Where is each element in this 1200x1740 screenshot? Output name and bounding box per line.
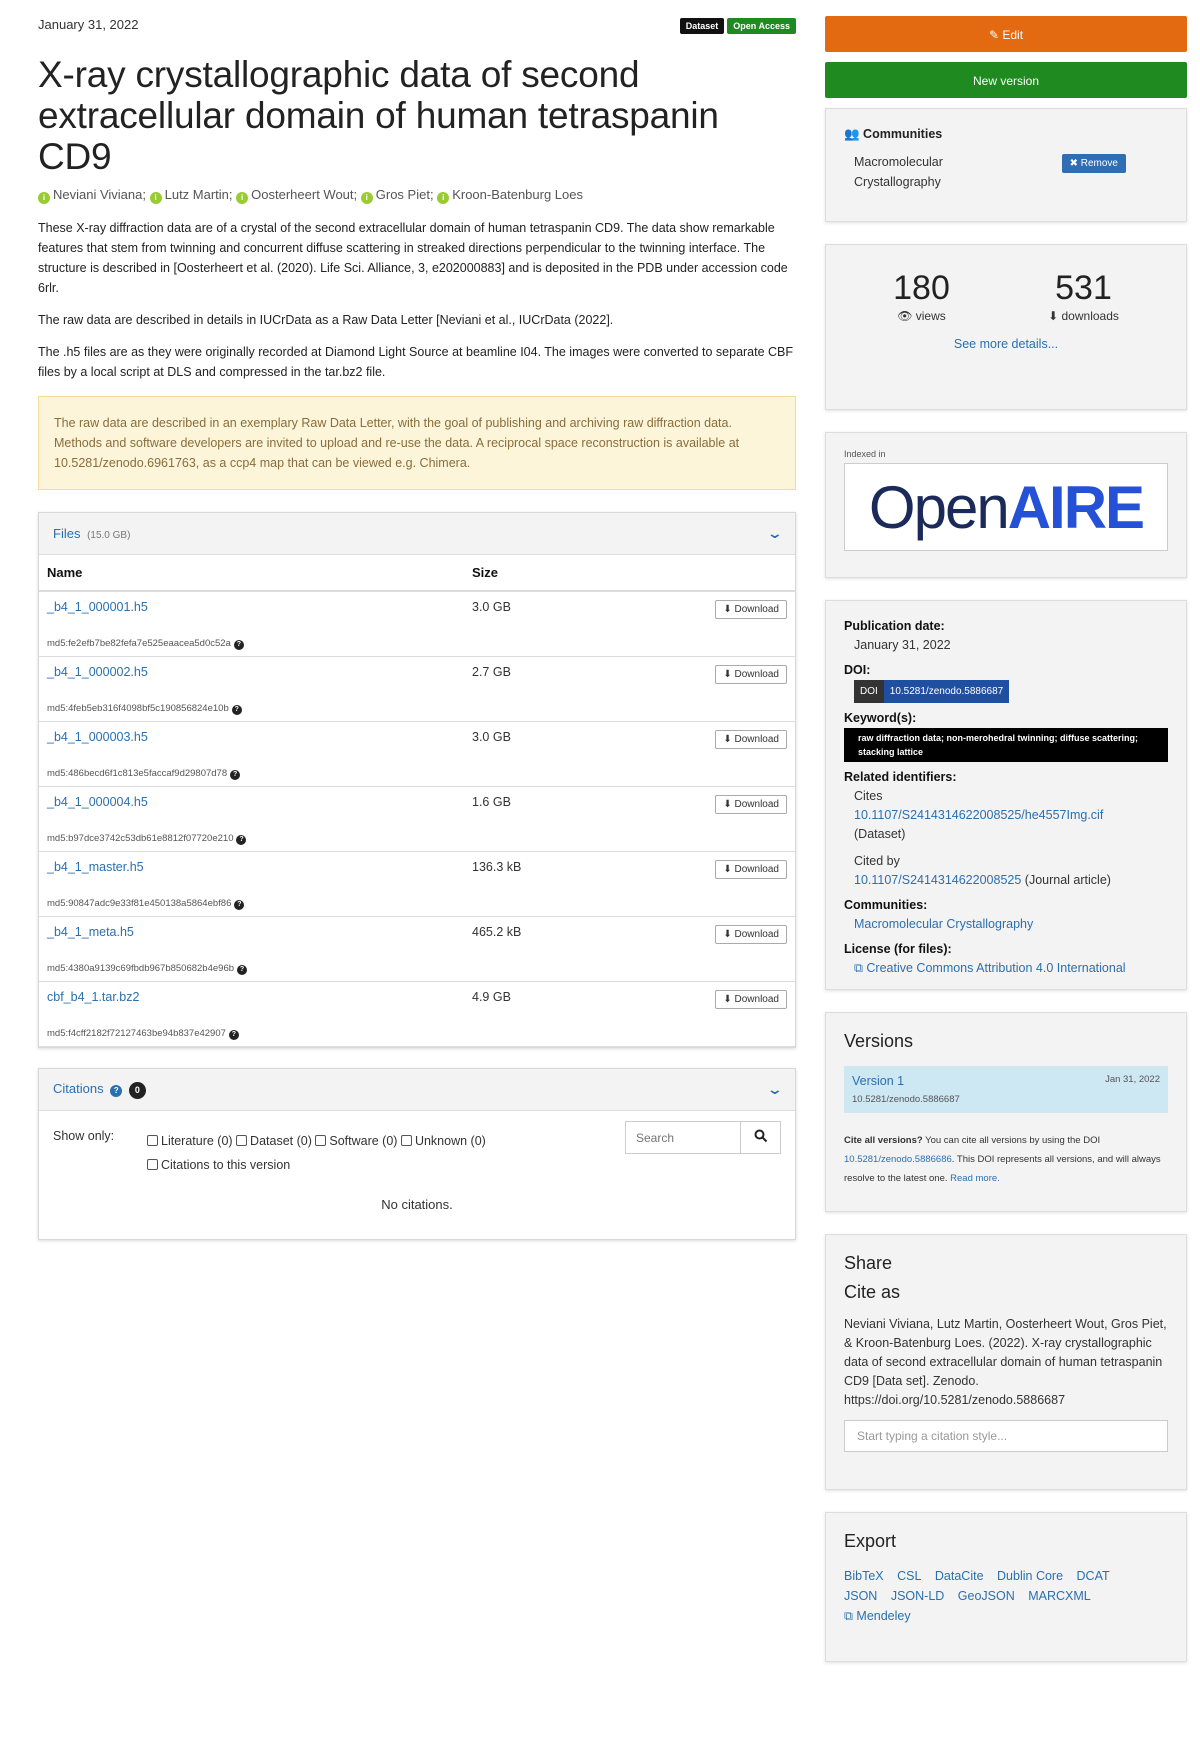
license-link[interactable]: ⧉ Creative Commons Attribution 4.0 International (854, 961, 1126, 975)
file-size: 1.6 GB (472, 795, 511, 809)
creator[interactable]: Gros Piet; (375, 187, 434, 202)
chevron-down-icon[interactable]: ⌄ (766, 1081, 784, 1097)
cite-all-versions: Cite all versions? You can cite all versions by using the DOI 10.5281/zenodo.5886686. This DOI represents all versions, and will always resolve to the latest one. Read more. (844, 1135, 1161, 1184)
files-table (39, 555, 795, 1047)
citation-search-button[interactable] (741, 1121, 781, 1154)
orcid-icon: i (361, 192, 373, 204)
download-icon: ⬇ (723, 799, 735, 810)
creator[interactable]: Oosterheert Wout; (251, 187, 358, 202)
remove-community-button[interactable]: ✖ Remove (1062, 154, 1126, 173)
file-row (39, 917, 795, 982)
export-mendeley[interactable]: ⧉ Mendeley (844, 1609, 911, 1623)
download-icon: ⬇ (723, 734, 735, 745)
file-size: 465.2 kB (472, 925, 522, 939)
creator[interactable]: Lutz Martin; (164, 187, 233, 202)
views-stat: 180 👁 views (893, 269, 950, 323)
doi-badge[interactable]: DOI 10.5281/zenodo.5886687 (854, 680, 1009, 703)
orcid-icon: i (38, 192, 50, 204)
communities-well (825, 108, 1187, 222)
filter-unknown[interactable]: Unknown (0) (401, 1134, 486, 1148)
views-count: 180 (893, 269, 950, 307)
orcid-icon: i (236, 192, 248, 204)
file-name-link[interactable]: cbf_b4_1.tar.bz2 (47, 990, 140, 1004)
file-row (39, 722, 795, 787)
orcid-icon: i (437, 192, 449, 204)
export-csl[interactable]: CSL (897, 1569, 922, 1583)
cites-link[interactable]: 10.1107/S2414314622008525/he4557Img.cif (854, 808, 1104, 822)
edit-icon: ✎ (988, 28, 1003, 42)
indexed-in-label: Indexed in (844, 449, 886, 459)
openaire-logo[interactable]: Open AIRE (844, 463, 1168, 551)
versions-title: Versions (844, 1031, 914, 1051)
description-paragraph: These X-ray diffraction data are of a crystal of the second extracellular domain of human tetraspanin CD9. The data show remarkable features that stem from twinning and concurrent diffuse scattering in streaked directions perpendicular to the twinning interface. The structure is described in [Oosterheert et al. (2020). Life Sci. Alliance, 3, e202000883] and is deposited in the PDB under accession code 6rlr. (38, 221, 788, 295)
no-citations-text: No citations. (381, 1197, 453, 1212)
description-paragraph: The raw data are described in details in IUCrData as a Raw Data Letter [Neviani et al., IUCrData (2022]. (38, 313, 614, 327)
community-link[interactable]: Macromolecular Crystallography (854, 917, 1034, 931)
help-icon[interactable]: ? (234, 640, 244, 650)
file-checksum: md5:486becd6f1c813e5faccaf9d29807d78 ? (47, 764, 456, 780)
download-icon: ⬇ (723, 994, 735, 1005)
creator[interactable]: Kroon-Batenburg Loes (452, 187, 583, 202)
download-icon: ⬇ (1048, 309, 1062, 323)
creators-list (38, 187, 796, 204)
show-only-label: Show only: (53, 1129, 115, 1143)
file-name-link[interactable]: _b4_1_000003.h5 (47, 730, 148, 744)
file-checksum: md5:f4cff2182f72127463be94b837e42907 ? (47, 1024, 456, 1040)
notice-box: The raw data are described in an exemplary Raw Data Letter, with the goal of publishing and archiving raw diffraction data. Methods and software developers are invited to upload and re-use the data. A reciprocal space reconstruction is available at 10.5281/zenodo.6961763, as a ccp4 map that can be viewed e.g. Chimera. (38, 396, 796, 490)
export-json-ld[interactable]: JSON-LD (890, 1589, 945, 1603)
col-name-header: Name (39, 555, 464, 591)
export-well (825, 1512, 1187, 1662)
checkbox[interactable] (147, 1159, 158, 1170)
filter-literature[interactable]: Literature (0) (147, 1134, 233, 1148)
citation-text: Neviani Viviana, Lutz Martin, Oosterheert Wout, Gros Piet, & Kroon-Batenburg Loes. (2022). X-ray crystallographic data of second extracellular domain of human tetraspanin CD9 [Data set]. Zenodo. https://doi.org/10.5281/zenodo.5886687 (844, 1317, 1167, 1407)
license-label: License (for files): (844, 942, 952, 956)
file-size: 3.0 GB (472, 600, 511, 614)
search-icon (754, 1129, 768, 1143)
checkbox[interactable] (401, 1135, 412, 1146)
orcid-icon: i (150, 192, 162, 204)
cited-by-link[interactable]: 10.1107/S2414314622008525 (854, 873, 1022, 887)
checkbox[interactable] (147, 1135, 158, 1146)
files-total-size: (15.0 GB) (87, 530, 131, 541)
export-bibtex[interactable]: BibTeX (844, 1569, 884, 1583)
citation-style-input[interactable]: Start typing a citation style... (844, 1420, 1168, 1452)
download-button[interactable]: ⬇ Download (715, 730, 787, 749)
creator[interactable]: Neviani Viviana; (53, 187, 146, 202)
download-button[interactable]: ⬇ Download (715, 860, 787, 879)
citations-panel-header[interactable] (39, 1069, 795, 1111)
file-name-link[interactable]: _b4_1_master.h5 (47, 860, 144, 874)
download-icon: ⬇ (723, 864, 735, 875)
share-well (825, 1234, 1187, 1490)
file-row (39, 787, 795, 852)
download-button[interactable]: ⬇ Download (715, 990, 787, 1009)
download-icon: ⬇ (723, 929, 735, 940)
help-icon[interactable]: ? (110, 1085, 122, 1097)
citations-panel (38, 1068, 796, 1240)
record-title: X-ray crystallographic data of second extracellular domain of human tetraspanin CD9 (38, 54, 719, 177)
file-checksum: md5:fe2efb7be82fefa7e525eaacea5d0c52a ? (47, 634, 456, 650)
chevron-down-icon[interactable]: ⌄ (766, 525, 784, 541)
downloads-stat: 531 ⬇ downloads (1048, 269, 1119, 323)
external-link-icon: ⧉ (844, 1609, 857, 1623)
file-name-link[interactable]: _b4_1_000004.h5 (47, 795, 148, 809)
download-button[interactable]: ⬇ Download (715, 795, 787, 814)
file-size: 4.9 GB (472, 990, 511, 1004)
export-dublin-core[interactable]: Dublin Core (997, 1569, 1064, 1583)
open-access-badge: Open Access (727, 18, 796, 34)
pub-date-value: January 31, 2022 (854, 638, 951, 652)
citations-count: 0 (129, 1082, 146, 1099)
versions-well (825, 1012, 1187, 1212)
file-size: 3.0 GB (472, 730, 511, 744)
version-date: Jan 31, 2022 (1105, 1074, 1160, 1085)
keywords-label: Keyword(s): (844, 711, 917, 725)
version-name[interactable]: Version 1 (852, 1074, 905, 1088)
communities-title: Communities (863, 127, 943, 141)
file-checksum: md5:4feb5eb316f4098bf5c190856824e10b ? (47, 699, 456, 715)
file-checksum: md5:90847adc9e33f81e450138a5864ebf86 ? (47, 894, 456, 910)
record-main (38, 10, 796, 1240)
share-title: Share (844, 1253, 893, 1273)
help-icon[interactable]: ? (236, 835, 246, 845)
stats-well (825, 244, 1187, 410)
files-panel (38, 512, 796, 1048)
eye-icon: 👁 (897, 309, 916, 323)
export-json[interactable]: JSON (844, 1589, 878, 1603)
file-checksum: md5:b97dce3742c53db61e8812f07720e210 ? (47, 829, 456, 845)
dataset-badge: Dataset (680, 18, 725, 34)
citation-search-input[interactable] (625, 1121, 741, 1154)
cited-by-type: (Journal article) (1024, 873, 1111, 887)
edit-button[interactable]: ✎ Edit (825, 16, 1187, 52)
related-identifiers-label: Related identifiers: (844, 770, 957, 784)
cites-label: Cites (854, 789, 883, 803)
file-row (39, 591, 795, 657)
file-size: 136.3 kB (472, 860, 522, 874)
filter-dataset[interactable]: Dataset (0) (236, 1134, 312, 1148)
help-icon[interactable]: ? (237, 965, 247, 975)
openaire-well (825, 432, 1187, 578)
file-size: 2.7 GB (472, 665, 511, 679)
export-geojson[interactable]: GeoJSON (957, 1589, 1015, 1603)
new-version-button[interactable]: New version (825, 62, 1187, 98)
download-button[interactable]: ⬇ Download (715, 665, 787, 684)
doi-label: DOI: (844, 663, 871, 677)
record-date: January 31, 2022 (38, 17, 139, 32)
filter-software[interactable]: Software (0) (315, 1134, 397, 1148)
files-title: Files (53, 526, 81, 541)
file-name-link[interactable]: _b4_1_000001.h5 (47, 600, 148, 614)
export-marcxml[interactable]: MARCXML (1028, 1589, 1091, 1603)
checkbox[interactable] (236, 1135, 247, 1146)
export-links (844, 1566, 1168, 1626)
files-panel-header[interactable] (39, 513, 795, 555)
pub-date-label: Publication date: (844, 619, 945, 633)
version-doi: 10.5281/zenodo.5886687 (852, 1094, 960, 1105)
help-icon[interactable]: ? (230, 770, 240, 780)
cite-as-title: Cite as (844, 1282, 901, 1302)
cited-by-label: Cited by (854, 854, 900, 868)
concept-doi-link[interactable]: 10.5281/zenodo.5886686 (844, 1154, 952, 1165)
read-more-link[interactable]: Read more. (950, 1173, 1000, 1184)
file-name-link[interactable]: _b4_1_meta.h5 (47, 925, 134, 939)
description-paragraph: The .h5 files are as they were originally recorded at Diamond Light Source at beamline I04. The images were converted to separate CBF files by a local script at DLS and compressed in the tar.bz2 file. (38, 345, 794, 379)
file-row (39, 852, 795, 917)
close-icon: ✖ (1069, 158, 1081, 169)
help-icon[interactable]: ? (234, 900, 244, 910)
file-row (39, 982, 795, 1047)
communities-label: Communities: (844, 898, 928, 912)
cites-type: (Dataset) (854, 827, 906, 841)
citation-filters (147, 1129, 486, 1177)
description (38, 218, 796, 382)
export-title: Export (844, 1531, 897, 1551)
filter-this-version[interactable]: Citations to this version (147, 1158, 290, 1172)
sidebar (825, 16, 1187, 1684)
version-item[interactable] (844, 1066, 1168, 1113)
keywords-badge: raw diffraction data; non-merohedral twinning; diffuse scattering; stacking lattice (844, 728, 1168, 762)
users-icon: 👥 (844, 127, 864, 141)
metadata-well (825, 600, 1187, 990)
checkbox[interactable] (315, 1135, 326, 1146)
export-dcat[interactable]: DCAT (1076, 1569, 1110, 1583)
file-checksum: md5:4380a9139c69fbdb967b850682b4e96b ? (47, 959, 456, 975)
see-more-details-link[interactable]: See more details... (953, 337, 1059, 351)
help-icon[interactable]: ? (232, 705, 242, 715)
help-icon[interactable]: ? (229, 1030, 239, 1040)
download-button[interactable]: ⬇ Download (715, 925, 787, 944)
file-name-link[interactable]: _b4_1_000002.h5 (47, 665, 148, 679)
download-icon: ⬇ (723, 669, 735, 680)
community-name: Macromolecular Crystallography (854, 155, 943, 189)
citation-search (625, 1121, 781, 1154)
downloads-count: 531 (1055, 269, 1112, 307)
external-link-icon: ⧉ (854, 961, 867, 975)
export-datacite[interactable]: DataCite (934, 1569, 984, 1583)
file-row (39, 657, 795, 722)
download-icon: ⬇ (723, 604, 735, 615)
citations-title: Citations (53, 1080, 104, 1096)
col-size-header: Size (464, 555, 605, 591)
download-button[interactable]: ⬇ Download (715, 600, 787, 619)
